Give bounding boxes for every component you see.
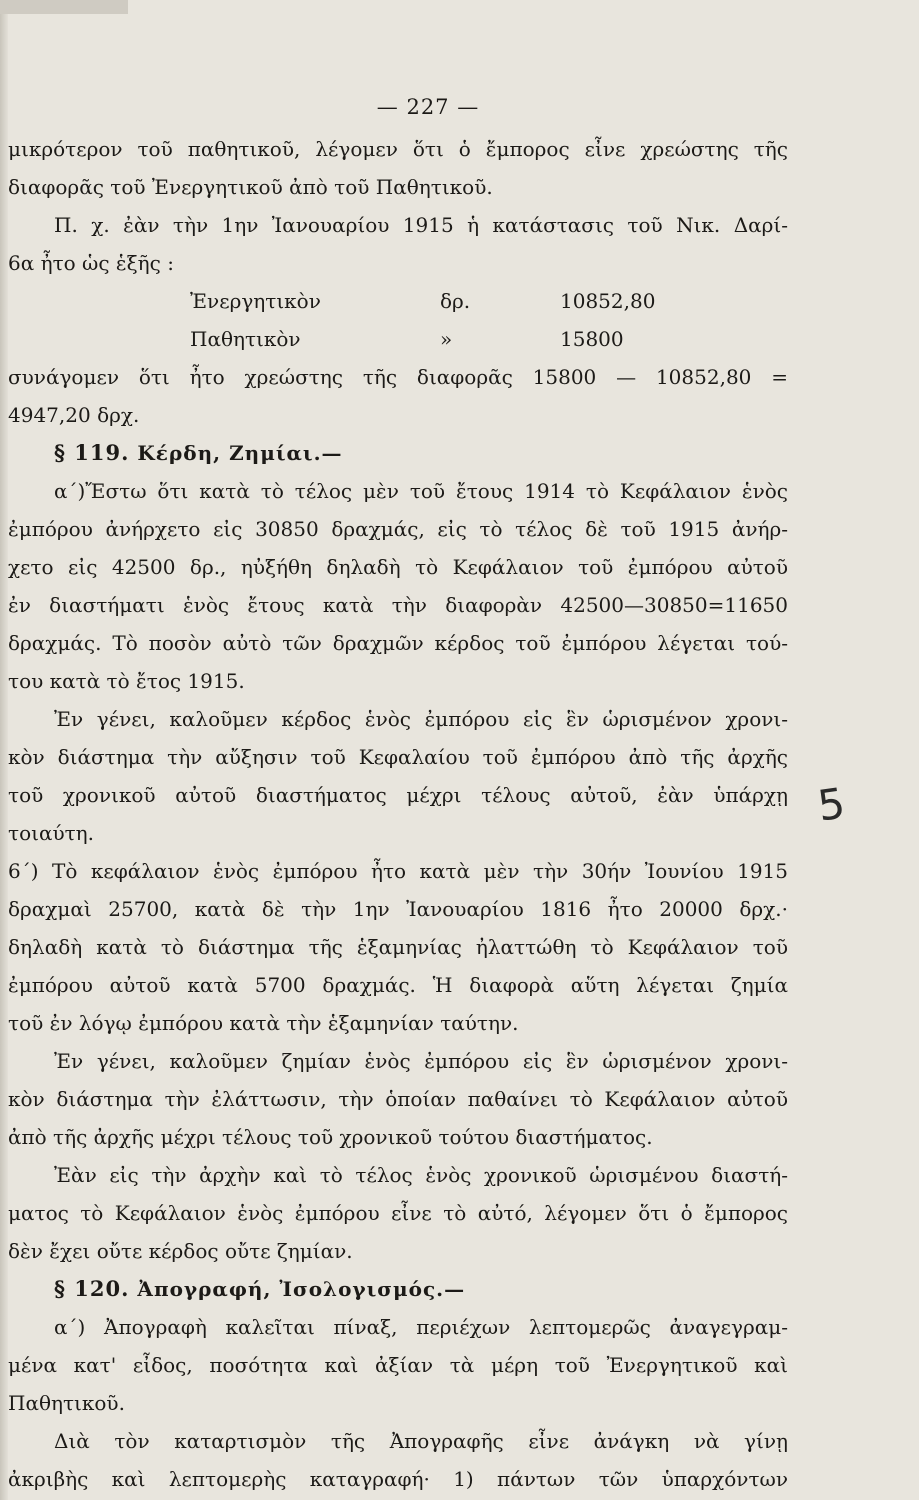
text-line: δὲν ἔχει οὔτε κέρδος οὔτε ζημίαν. xyxy=(8,1239,353,1263)
text-line: τοιαύτη. xyxy=(8,821,95,845)
text-line: 6΄) Τὸ κεφάλαιον ἑνὸς ἐμπόρου ἦτο κατὰ μὲν τὴν 30ήν Ἰουνίου 1915 xyxy=(8,859,788,883)
text-line: δραχμάς. Τὸ ποσὸν αὐτὸ τῶν δραχμῶν κέρδος τοῦ ἐμπόρου λέγεται τού- xyxy=(8,631,788,655)
paragraph-block-3 xyxy=(8,472,788,1270)
page-tab xyxy=(0,0,128,14)
section-number: § 120. xyxy=(54,1276,130,1301)
paragraph-block-2 xyxy=(8,358,788,434)
text-line: διαφορᾶς τοῦ Ἐνεργητικοῦ ἀπὸ τοῦ Παθητικοῦ. xyxy=(8,175,493,199)
text-line: τοῦ χρονικοῦ αὐτοῦ διαστήματος μέχρι τέλους αὐτοῦ, ἐὰν ὑπάρχῃ xyxy=(8,783,788,807)
text-line: Ἐὰν εἰς τὴν ἀρχὴν καὶ τὸ τέλος ἑνὸς χρονικοῦ ὡρισμένου διαστή- xyxy=(54,1163,788,1187)
table-row xyxy=(8,282,788,320)
text-line: συνάγομεν ὅτι ἦτο χρεώστης τῆς διαφορᾶς 15800 — 10852,80 = xyxy=(8,365,788,389)
text-line: Παθητικοῦ. xyxy=(8,1391,125,1415)
page-edge xyxy=(0,0,8,1500)
text-line: ἐν διαστήματι ἑνὸς ἔτους κατὰ τὴν διαφορὰν 42500—30850=11650 xyxy=(8,593,788,617)
table-unit: δρ. xyxy=(440,289,471,313)
paragraph-block-1 xyxy=(8,130,788,282)
section-number: § 119. xyxy=(54,440,130,465)
text-line: κὸν διάστημα τὴν αὔξησιν τοῦ Κεφαλαίου τοῦ ἐμπόρου ἀπὸ τῆς ἀρχῆς xyxy=(8,745,788,769)
table-label: Ἐνεργητικὸν xyxy=(190,289,321,313)
text-line: ἐμπόρου ἀνήρχετο εἰς 30850 δραχμάς, εἰς τὸ τέλος δὲ τοῦ 1915 ἀνήρ- xyxy=(8,517,788,541)
text-line: μικρότερον τοῦ παθητικοῦ, λέγομεν ὅτι ὁ ἔμπορος εἶνε χρεώστης τῆς xyxy=(8,137,788,161)
text-line: ἀκριβὴς καὶ λεπτομερὴς καταγραφή· 1) πάντων τῶν ὑπαρχόντων xyxy=(8,1467,788,1491)
table-value: 15800 xyxy=(560,327,624,351)
text-line: 6α ἦτο ὡς ἑξῆς : xyxy=(8,251,174,275)
handwritten-margin-note: 5 xyxy=(814,778,849,831)
table-unit: » xyxy=(440,327,453,351)
text-line: α΄)Ἔστω ὅτι κατὰ τὸ τέλος μὲν τοῦ ἔτους 1914 τὸ Κεφάλαιον ἑνὸς xyxy=(54,479,788,503)
text-line: Ἐν γένει, καλοῦμεν ζημίαν ἑνὸς ἐμπόρου εἰς ἓν ὡρισμένον χρονι- xyxy=(54,1049,788,1073)
text-line: χετο εἰς 42500 δρ., ηὐξήθη δηλαδὴ τὸ Κεφάλαιον τοῦ ἐμπόρου αὐτοῦ xyxy=(8,555,788,579)
page-content xyxy=(8,88,788,1498)
paragraph-block-4 xyxy=(8,1308,788,1498)
text-line: Διὰ τὸν καταρτισμὸν τῆς Ἀπογραφῆς εἶνε ἀνάγκη νὰ γίνῃ xyxy=(54,1429,788,1453)
text-line: 4947,20 δρχ. xyxy=(8,403,140,427)
text-line: ἐμπόρου αὐτοῦ κατὰ 5700 δραχμάς. Ἡ διαφορὰ αὕτη λέγεται ζημία xyxy=(8,973,788,997)
text-line: Π. χ. ἐὰν τὴν 1ην Ἰανουαρίου 1915 ἡ κατάστασις τοῦ Νικ. Δαρί- xyxy=(54,213,788,237)
section-title: Κέρδη, Ζημίαι.— xyxy=(137,441,343,465)
text-line: δραχμαὶ 25700, κατὰ δὲ τὴν 1ην Ἰανουαρίου 1816 ἦτο 20000 δρχ.· xyxy=(8,897,788,921)
text-line: α΄) Ἀπογραφὴ καλεῖται πίναξ, περιέχων λεπτομερῶς ἀναγεγραμ- xyxy=(54,1315,788,1339)
text-line: μένα κατ' εἶδος, ποσότητα καὶ ἀξίαν τὰ μέρη τοῦ Ἐνεργητικοῦ καὶ xyxy=(8,1353,788,1377)
table-row xyxy=(8,320,788,358)
text-line: του κατὰ τὸ ἔτος 1915. xyxy=(8,669,245,693)
balance-table xyxy=(8,282,788,358)
text-line: ματος τὸ Κεφάλαιον ἑνὸς ἐμπόρου εἶνε τὸ αὐτό, λέγομεν ὅτι ὁ ἔμπορος xyxy=(8,1201,788,1225)
section-title: Ἀπογραφή, Ἰσολογισμός.— xyxy=(137,1277,466,1301)
text-line: κὸν διάστημα τὴν ἐλάττωσιν, τὴν ὁποίαν παθαίνει τὸ Κεφάλαιον αὐτοῦ xyxy=(8,1087,788,1111)
section-heading-119 xyxy=(8,434,788,472)
text-line: Ἐν γένει, καλοῦμεν κέρδος ἑνὸς ἐμπόρου εἰς ἓν ὡρισμένον χρονι- xyxy=(54,707,788,731)
section-heading-120 xyxy=(8,1270,788,1308)
text-line: τοῦ ἐν λόγῳ ἐμπόρου κατὰ τὴν ἑξαμηνίαν ταύτην. xyxy=(8,1011,519,1035)
table-label: Παθητικὸν xyxy=(190,327,301,351)
table-value: 10852,80 xyxy=(560,289,656,313)
text-line: ἀπὸ τῆς ἀρχῆς μέχρι τέλους τοῦ χρονικοῦ τούτου διαστήματος. xyxy=(8,1125,653,1149)
text-line: δηλαδὴ κατὰ τὸ διάστημα τῆς ἑξαμηνίας ἠλαττώθη τὸ Κεφάλαιον τοῦ xyxy=(8,935,788,959)
page-number: — 227 — xyxy=(376,95,480,119)
